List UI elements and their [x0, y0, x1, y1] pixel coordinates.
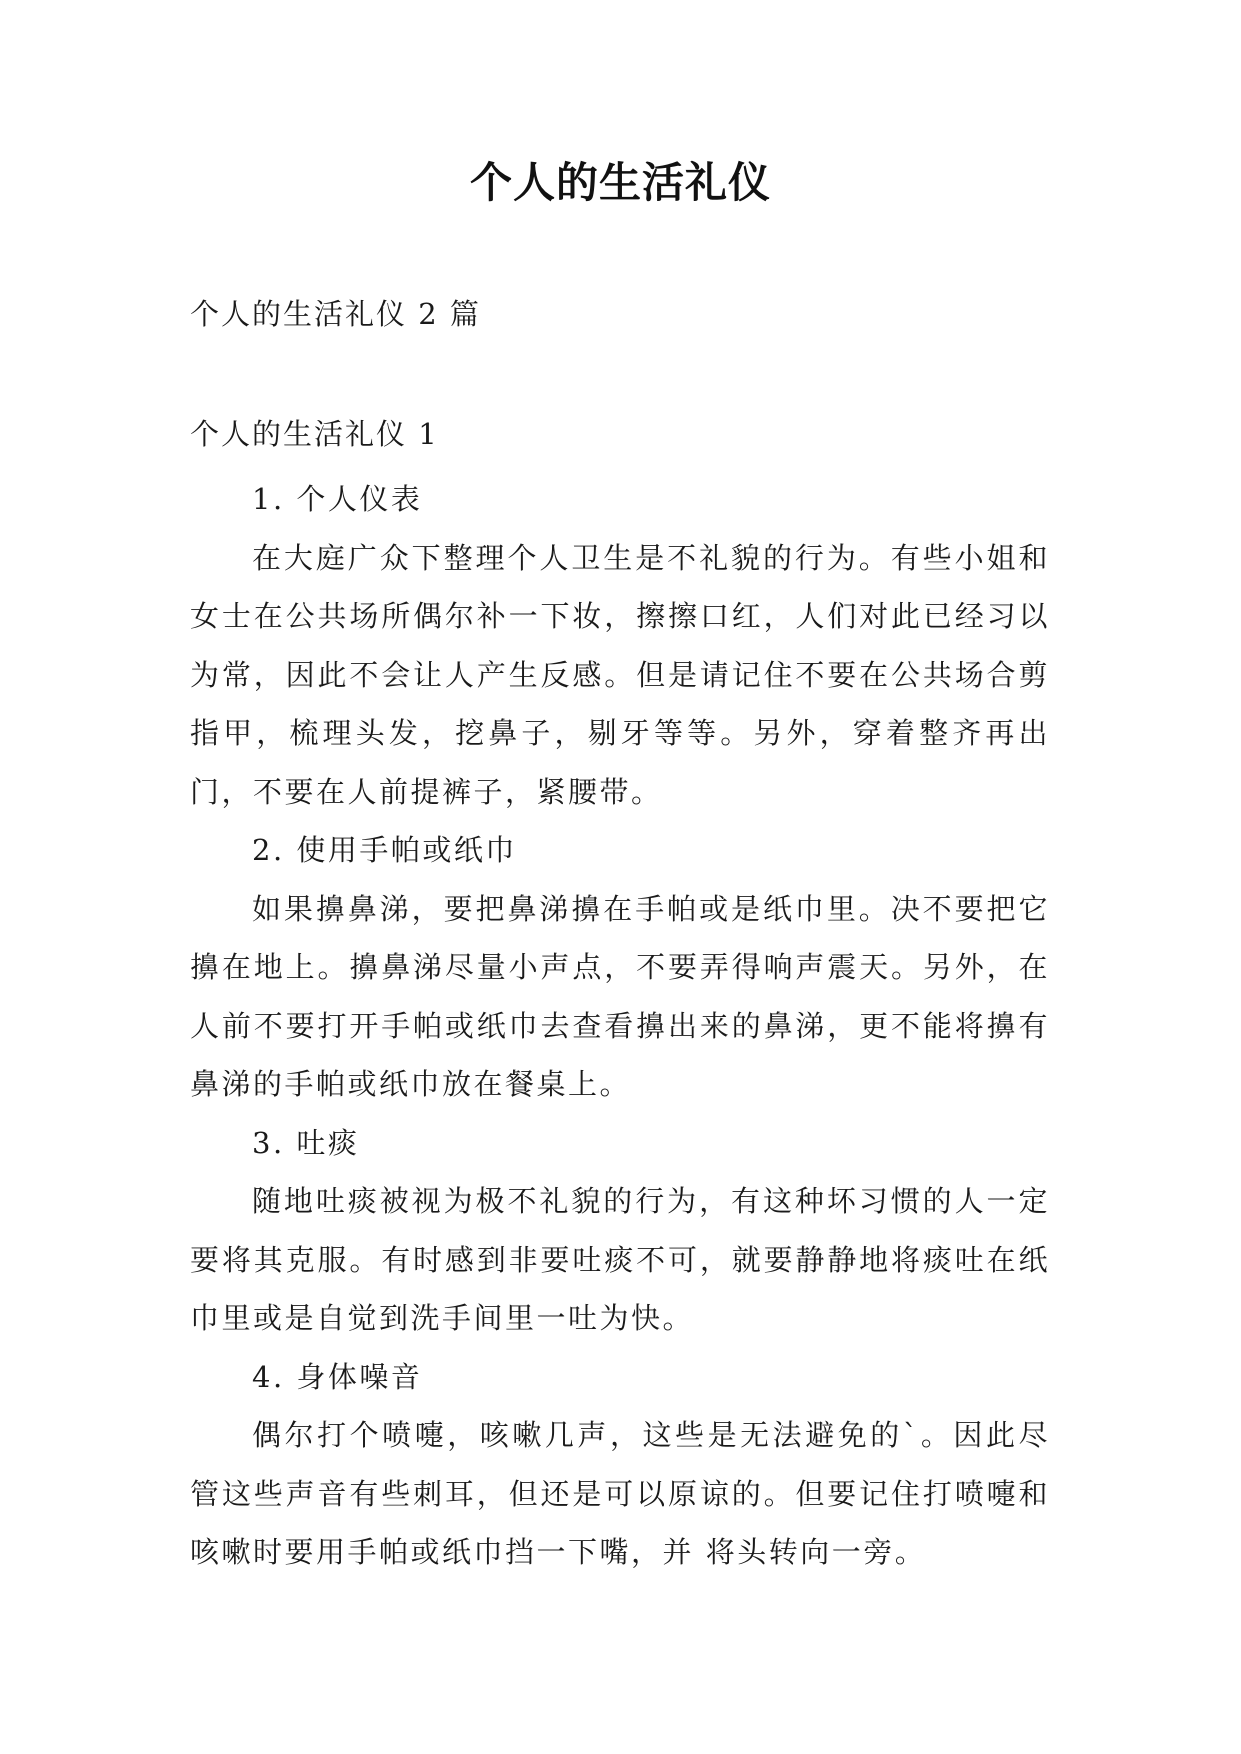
- section-paragraph-2: 如果擤鼻涕，要把鼻涕擤在手帕或是纸巾里。决不要把它擤在地上。擤鼻涕尽量小声点，不要弄得响声震天。另外，在人前不要打开手帕或纸巾去查看擤出来的鼻涕，更不能将擤有鼻涕的手帕或纸巾放在餐桌上。: [190, 891, 1050, 1101]
- section-heading-4: 4. 身体噪音: [252, 1359, 423, 1394]
- document-body: [190, 470, 1050, 1582]
- section-heading-1: 1. 个人仪表: [252, 482, 423, 516]
- section-title: 个人的生活礼仪 1: [190, 417, 439, 451]
- section-heading-2: 2. 使用手帕或纸巾: [252, 833, 517, 867]
- document-title: 个人的生活礼仪: [469, 158, 771, 207]
- section-paragraph-3: 随地吐痰被视为极不礼貌的行为，有这种坏习惯的人一定要将其克服。有时感到非要吐痰不可，就要静静地将痰吐在纸巾里或是自觉到洗手间里一吐为快。: [190, 1184, 1050, 1335]
- section-paragraph-1: 在大庭广众下整理个人卫生是不礼貌的行为。有些小姐和女士在公共场所偶尔补一下妆，擦擦口红，人们对此已经习以为常，因此不会让人产生反感。但是请记住不要在公共场合剪指甲，梳理头发，挖鼻子，剔牙等等。另外，穿着整齐再出门，不要在人前提裤子，紧腰带。: [190, 540, 1050, 809]
- document-subtitle: 个人的生活礼仪 2 篇: [190, 297, 481, 331]
- section-paragraph-4: 偶尔打个喷嚏，咳嗽几声，这些是无法避免的`。因此尽管这些声音有些刺耳，但还是可以原谅的。但要记住打喷嚏和咳嗽时要用手帕或纸巾挡一下嘴，并 将头转向一旁。: [190, 1418, 1050, 1569]
- section-heading-3: 3. 吐痰: [252, 1125, 360, 1160]
